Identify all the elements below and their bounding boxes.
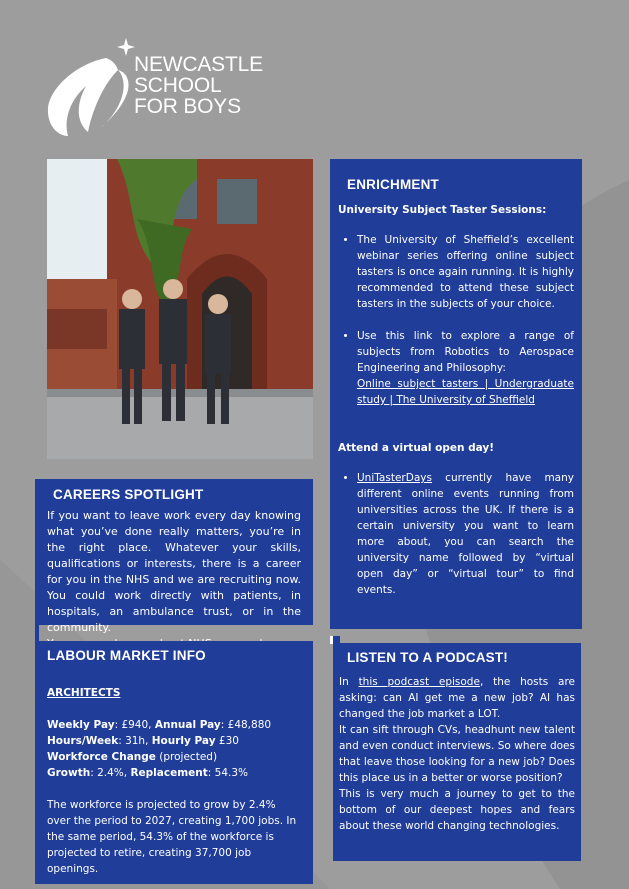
enrichment-panel [330,159,582,629]
taster-bullet-2-text: Use this link to explore a range of subjects from Robotics to Aerospace Engineering and Philosophy: [357,330,574,374]
labour-heading: LABOUR MARKET INFO [47,648,206,663]
careers-body: If you want to leave work every day knowing what you’ve done really matters, you’re in the right place. Whatever your skills, qualifications or interests, there is a career for you in the NHS and we are recruiting now. You could work directly with patients, in hospitals, an ambulance trust, or in the community. [47,509,301,634]
weekly-pay-label: Weekly Pay [47,719,115,731]
podcast-para-2: It can sift through CVs, headhunt new talent and even conduct interviews. So where does that leave those looking for a new job? Does this place us in a better or worse position? [339,724,575,784]
unitasterdays-link[interactable]: UniTasterDays [357,472,432,484]
taster-bullet-1: • The University of Sheffield’s excellent webinar series offering online subject tasters is once again running. It is highly recommended to attend these subject tasters in the subjects of your choice. [357,232,574,312]
podcast-intro [339,674,575,722]
weekly-pay-value: : £940, [114,719,155,731]
podcast-intro-prefix: In [339,676,359,688]
podcast-heading: LISTEN TO A PODCAST! [347,650,509,665]
annual-pay-value: : £48,880 [220,719,272,731]
school-photo [47,159,313,459]
hours-line [47,733,301,749]
growth-line [47,765,301,781]
school-name-line3: FOR BOYS [134,95,241,118]
open-day-subheading: Attend a virtual open day! [338,442,495,454]
school-name-line2: SCHOOL [134,74,222,97]
open-day-bullet [357,470,574,598]
pay-line [47,717,301,733]
podcast-episode-link[interactable]: this podcast episode [358,676,480,688]
job-title-link[interactable]: ARCHITECTS [47,687,121,699]
sheffield-tasters-link[interactable]: Online subject tasters | Undergraduate study | The University of Sheffield [357,378,574,406]
hourly-pay-label: Hourly Pay [151,735,216,747]
growth-label: Growth [47,767,91,779]
open-day-bullet-text: currently have many different online events running from universities across the UK. If there is a certain university you want to learn more about, you can search the university name followed by “virtual open day” or “virtual tour” to find events. [357,472,574,596]
hours-value: : 31h, [118,735,152,747]
podcast-panel [333,643,581,861]
school-name [134,54,263,117]
school-name-line1: NEWCASTLE [134,53,263,76]
hourly-pay-value: £30 [215,735,239,747]
workforce-line [47,749,301,765]
replacement-value: : 54.3% [207,767,248,779]
replacement-label: Replacement [130,767,208,779]
podcast-para-3: This is very much a journey to get to the bottom of our deepest hopes and fears about these world changing technologies. [339,788,575,832]
enrichment-heading: ENRICHMENT [347,177,439,192]
podcast-intro-suffix: , the hosts are asking: can AI get me a new job? AI has changed the job market a LOT. [339,676,576,720]
annual-pay-label: Annual Pay [154,719,221,731]
taster-bullet-2 [357,328,574,408]
labour-summary: The workforce is projected to grow by 2.4% over the period to 2027, creating 1,700 jobs. In the same period, 54.3% of the workforce is projected to retire, creating 37,700 job openings. [47,799,297,875]
growth-value: : 2.4%, [90,767,131,779]
careers-spotlight-panel [35,479,313,634]
workforce-label: Workforce Change [47,751,156,763]
taster-subheading: University Subject Taster Sessions: [338,204,547,216]
workforce-value: (projected) [155,751,218,763]
labour-market-panel [35,641,313,884]
decorative-bar [35,625,39,641]
hours-label: Hours/Week [47,735,119,747]
careers-heading: CAREERS SPOTLIGHT [53,487,204,502]
